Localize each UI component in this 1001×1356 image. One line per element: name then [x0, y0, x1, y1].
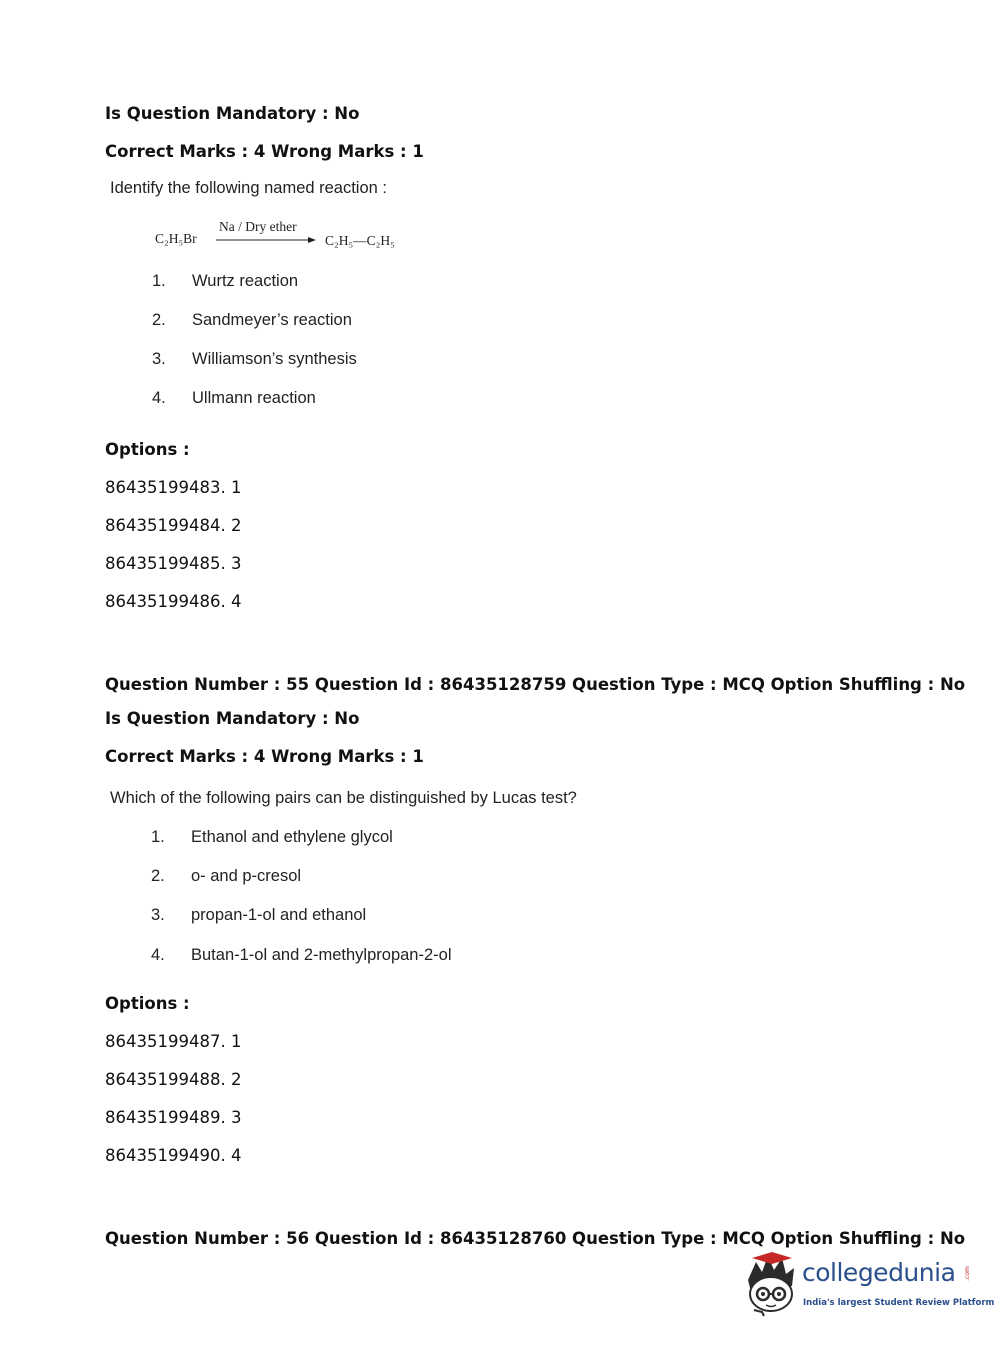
logo-domain: .com: [963, 1266, 971, 1281]
option-line: 86435199486. 4: [105, 592, 242, 611]
mascot-icon: [742, 1250, 800, 1318]
option-line: 86435199484. 2: [105, 516, 242, 535]
choice-item: 4. Ullmann reaction: [152, 389, 316, 407]
option-line: 86435199483. 1: [105, 478, 242, 497]
options-label: Options :: [105, 994, 190, 1013]
reaction-arrow: [216, 236, 316, 244]
choice-item: 2. Sandmeyer’s reaction: [152, 311, 352, 329]
option-line: 86435199485. 3: [105, 554, 242, 573]
logo-tagline: India's largest Student Review Platform: [803, 1298, 995, 1308]
choice-item: 3. Williamson’s synthesis: [152, 350, 357, 368]
choice-item: 2. o- and p-cresol: [151, 867, 302, 885]
option-line: 86435199490. 4: [105, 1146, 242, 1165]
reactant: C₂H₅Br: [155, 231, 197, 246]
choice-item: 4. Butan-1-ol and 2-methylpropan-2-ol: [151, 946, 452, 964]
product: C₂H₅—C₂H₅: [325, 233, 395, 248]
marks-line: Correct Marks : 4 Wrong Marks : 1: [105, 142, 424, 161]
option-line: 86435199489. 3: [105, 1108, 242, 1127]
collegedunia-logo: [742, 1250, 995, 1320]
options-label: Options :: [105, 440, 190, 459]
choice-item: 3. propan-1-ol and ethanol: [151, 906, 367, 924]
logo-wordmark: collegedunia: [802, 1258, 956, 1287]
choice-item: 1. Ethanol and ethylene glycol: [151, 828, 393, 846]
marks-line: Correct Marks : 4 Wrong Marks : 1: [105, 747, 424, 766]
question-text: Identify the following named reaction :: [110, 179, 387, 197]
choice-item: 1. Wurtz reaction: [152, 272, 299, 290]
reagent: Na / Dry ether: [219, 219, 297, 234]
question-header: Question Number : 56 Question Id : 86435128760 Question Type : MCQ Option Shuffling : No: [105, 1229, 966, 1248]
mandatory-line: Is Question Mandatory : No: [105, 709, 360, 728]
mandatory-line: Is Question Mandatory : No: [105, 104, 360, 123]
question-text: Which of the following pairs can be distinguished by Lucas test?: [110, 789, 577, 807]
option-line: 86435199488. 2: [105, 1070, 242, 1089]
question-header: Question Number : 55 Question Id : 86435128759 Question Type : MCQ Option Shuffling : No: [105, 675, 966, 694]
option-line: 86435199487. 1: [105, 1032, 242, 1051]
